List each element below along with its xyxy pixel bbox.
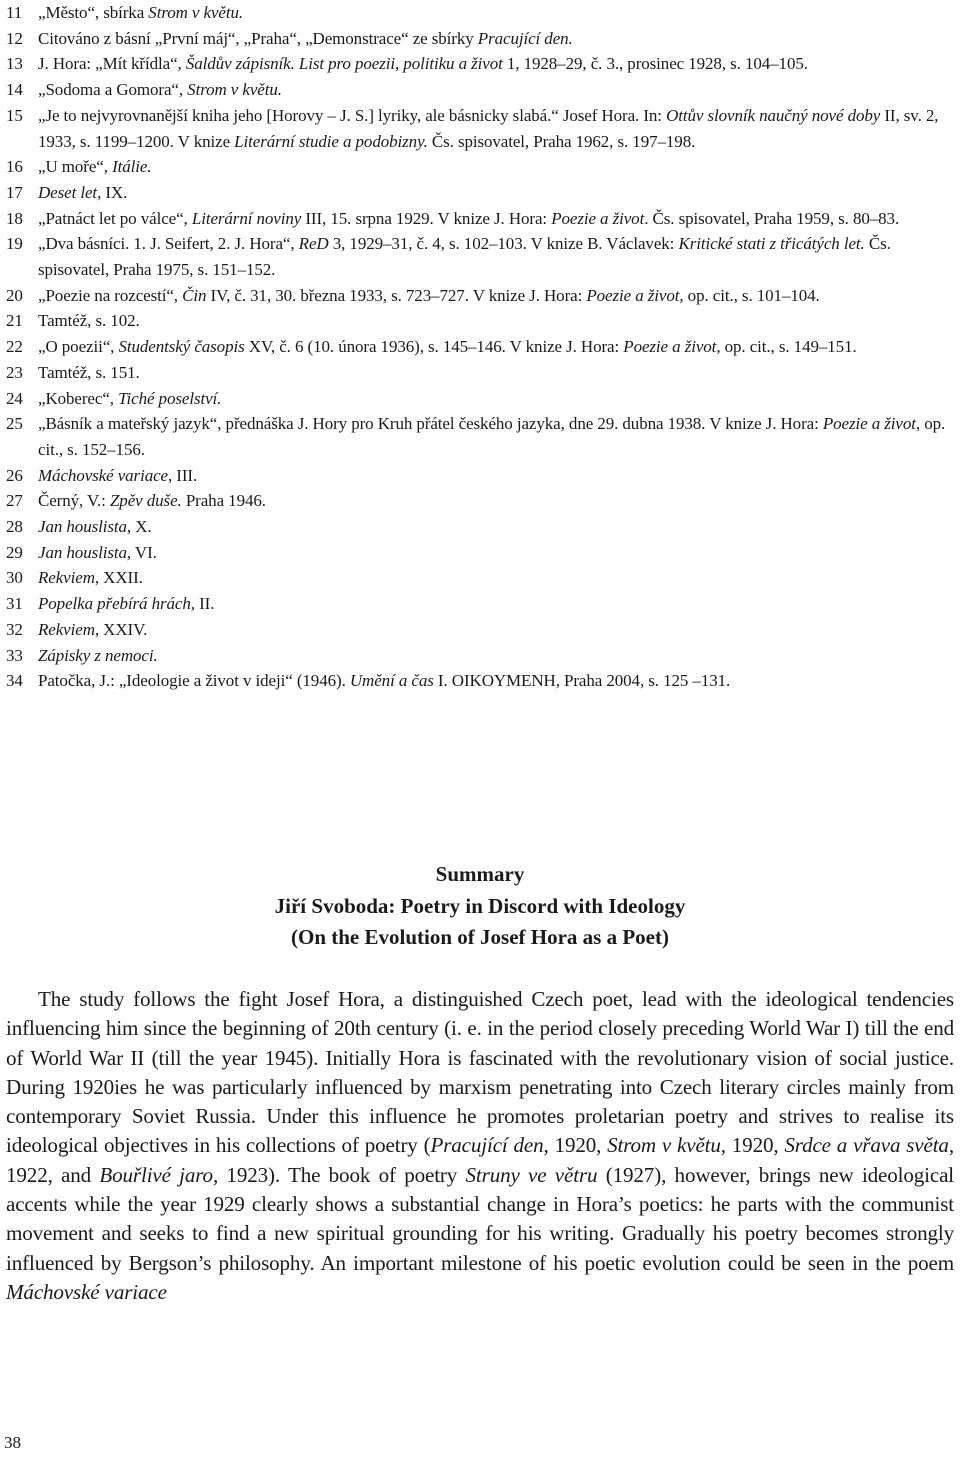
endnote-item — [6, 231, 956, 282]
endnote-item — [6, 180, 956, 206]
endnote-item — [6, 334, 956, 360]
endnote-text: Citováno z básní „První máj“, „Praha“, „Demonstrace“ ze sbírky Pracující den. — [38, 28, 573, 48]
endnote-item — [6, 283, 956, 309]
endnote-text: „U moře“, Itálie. — [38, 157, 152, 177]
endnote-text: „Je to nejvyrovnanější kniha jeho [Horovy – J. S.] lyriky, ale básnicky slabá.“ Josef Hora. In: Ottův slovník naučný nové doby II, sv. 2, 1933, s. 1199–1200. V knize Literární studie a podobizny. Čs. spisovatel, Praha 1962, s. 197–198. — [38, 105, 939, 151]
page-number: 38 — [4, 1433, 21, 1452]
endnote-item — [6, 360, 956, 386]
endnote-item — [6, 668, 956, 694]
summary-block — [0, 859, 960, 954]
endnote-item — [6, 51, 956, 77]
endnote-text: „Město“, sbírka Strom v květu. — [38, 3, 244, 22]
endnote-text: „Poezie na rozcestí“, Čin IV, č. 31, 30. března 1933, s. 723–727. V knize J. Hora: Poezie a život, op. cit., s. 101–104. — [38, 285, 820, 305]
endnote-text: Tamtéž, s. 102. — [38, 311, 140, 331]
endnote-number: 11 — [6, 3, 23, 22]
endnote-text: Patočka, J.: „Ideologie a život v ideji“ (1946). Umění a čas I. OIKOYMENH, Praha 2004, s. 125 –131. — [38, 671, 731, 691]
endnote-number: 16 — [6, 157, 23, 177]
endnote-number: 17 — [6, 182, 23, 202]
summary-heading: Summary — [435, 862, 525, 886]
endnotes-list — [6, 0, 956, 694]
endnote-text: „Koberec“, Tiché poselství. — [38, 388, 222, 408]
endnote-number: 12 — [6, 28, 23, 48]
endnote-number: 25 — [6, 414, 23, 434]
endnote-number: 23 — [6, 362, 23, 382]
endnote-text: Zápisky z nemoci. — [38, 645, 158, 665]
endnote-item — [6, 0, 956, 26]
endnote-number: 14 — [6, 80, 23, 100]
endnote-text: Rekviem, XXII. — [38, 568, 143, 588]
endnote-item — [6, 463, 956, 489]
endnote-item — [6, 540, 956, 566]
endnote-text: „Sodoma a Gomora“, Strom v květu. — [38, 80, 282, 100]
endnote-item — [6, 154, 956, 180]
endnote-item — [6, 488, 956, 514]
summary-title: Jiří Svoboda: Poetry in Discord with Ideology — [274, 893, 686, 918]
endnote-text: „Patnáct let po válce“, Literární noviny III, 15. srpna 1929. V knize J. Hora: Poezie a život. Čs. spisovatel, Praha 1959, s. 80–83. — [38, 208, 900, 228]
endnote-text: J. Hora: „Mít křídla“, Šaldův zápisník. List pro poezii, politiku a život 1, 1928–29, č. 3., prosinec 1928, s. 104–105. — [38, 54, 808, 74]
endnote-number: 30 — [6, 568, 23, 588]
endnote-text: Popelka přebírá hrách, II. — [38, 594, 215, 614]
endnote-number: 28 — [6, 517, 23, 537]
endnote-text: Deset let, IX. — [38, 182, 128, 202]
endnote-number: 22 — [6, 337, 23, 357]
endnote-text: Jan houslista, X. — [38, 517, 152, 537]
endnote-item — [6, 308, 956, 334]
endnote-number: 32 — [6, 619, 23, 639]
endnote-item — [6, 77, 956, 103]
endnote-item — [6, 591, 956, 617]
endnote-number: 18 — [6, 208, 23, 228]
endnote-text: Rekviem, XXIV. — [38, 619, 148, 639]
endnote-number: 20 — [6, 285, 23, 305]
endnote-item — [6, 565, 956, 591]
endnote-number: 27 — [6, 491, 23, 511]
endnote-number: 26 — [6, 465, 23, 485]
endnote-number: 24 — [6, 388, 23, 408]
endnote-number: 34 — [6, 671, 23, 691]
endnote-number: 19 — [6, 234, 23, 254]
endnote-text: Černý, V.: Zpěv duše. Praha 1946. — [38, 491, 266, 511]
endnote-item — [6, 206, 956, 232]
endnote-number: 33 — [6, 645, 23, 665]
endnote-text: Máchovské variace, III. — [38, 465, 198, 485]
summary-subtitle: (On the Evolution of Josef Hora as a Poet) — [291, 925, 669, 949]
endnote-item — [6, 26, 956, 52]
endnote-item — [6, 643, 956, 669]
endnote-item — [6, 386, 956, 412]
endnote-item — [6, 103, 956, 154]
endnote-item — [6, 411, 956, 462]
endnote-text: „O poezii“, Studentský časopis XV, č. 6 (10. února 1936), s. 145–146. V knize J. Hora: Poezie a život, op. cit., s. 149–151. — [38, 337, 857, 357]
endnote-number: 13 — [6, 54, 23, 74]
endnote-number: 31 — [6, 594, 23, 614]
endnote-text: Tamtéž, s. 151. — [38, 362, 140, 382]
endnote-number: 29 — [6, 542, 23, 562]
endnote-text: Jan houslista, VI. — [38, 542, 157, 562]
endnote-text: „Dva básníci. 1. J. Seifert, 2. J. Hora“, ReD 3, 1929–31, č. 4, s. 102–103. V knize B. Václavek: Kritické stati z třicátých let. Čs. spisovatel, Praha 1975, s. 151–152. — [38, 234, 891, 280]
endnote-text: „Básník a mateřský jazyk“, přednáška J. Hory pro Kruh přátel českého jazyka, dne 29. dubna 1938. V knize J. Hora: Poezie a život, op. cit., s. 152–156. — [38, 414, 946, 459]
endnote-item — [6, 514, 956, 540]
endnote-number: 15 — [6, 105, 23, 125]
endnote-item — [6, 617, 956, 643]
summary-abstract: The study follows the fight Josef Hora, a distinguished Czech poet, lead with the ideological tendencies influencing him since the beginning of 20th century (i. e. in the period closely preceding World War I) till the end of World War II (till the year 1945). Initially Hora is fascinated with the revolutionary vision of social justice. During 1920ies he was particularly influenced by marxism penetrating into Czech literary circles mainly from contemporary Soviet Russia. Under this influence he promotes proletarian poetry and strives to realise its ideological objectives in his collections of poetry (Pracující den, 1920, Strom v květu, 1920, Srdce a vřava světa, 1922, and Bouřlivé jaro, 1923). The book of poetry Struny ve větru (1927), however, brings new ideological accents while the year 1929 clearly shows a substantial change in Hora’s poetics: he parts with the communist movement and seeks to find a new spiritual grounding for his writing. Gradually his poetry becomes strongly influenced by Bergson’s philosophy. An important milestone of his poetic evolution could be seen in the poem Máchovské variace — [6, 987, 955, 1304]
endnote-number: 21 — [6, 311, 23, 331]
